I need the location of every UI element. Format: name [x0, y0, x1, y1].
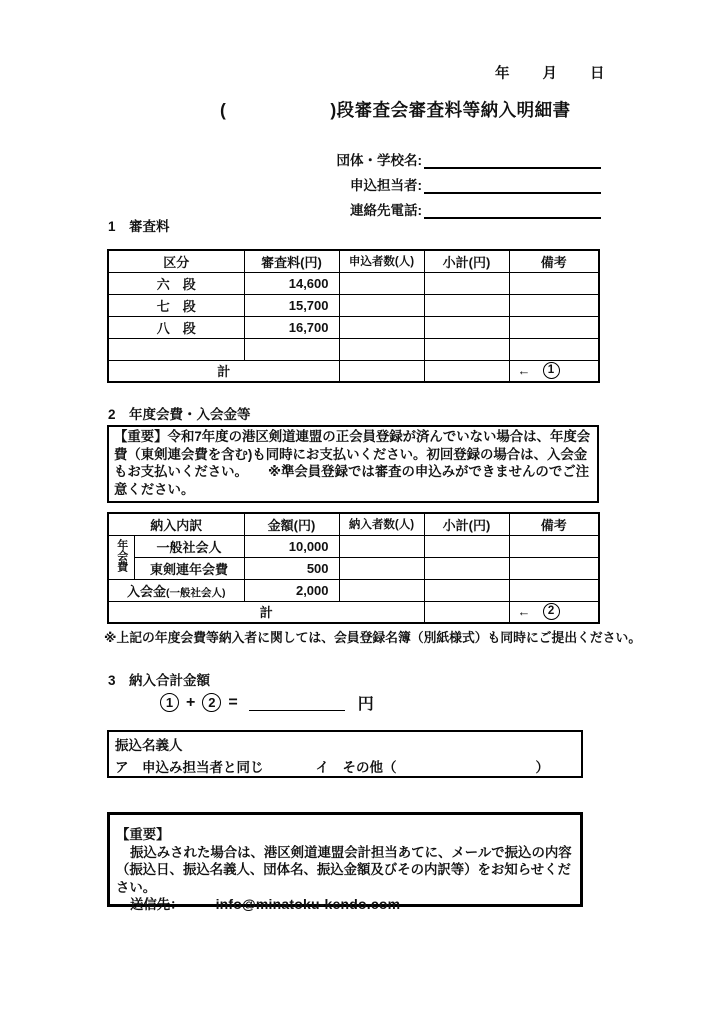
amount-cell: 500: [244, 557, 339, 579]
contact-email: info@minatoku-kendo.com: [215, 896, 401, 913]
important-line2: （振込日、振込名義人、団体名、振込金額及びその内訳等）をお知らせください。: [116, 862, 571, 895]
left-arrow-icon: ←: [517, 363, 531, 379]
amount-cell: 10,000: [244, 535, 339, 557]
membership-row-tokenren: [108, 557, 599, 579]
payers-cell: [339, 535, 424, 557]
important-notice-box: [107, 812, 583, 913]
equals-sign: =: [228, 693, 238, 711]
month-label: 月: [542, 66, 557, 82]
fee-cell: 14,600: [244, 272, 339, 294]
contact-row-organization: [310, 144, 601, 169]
remarks-cell: [509, 535, 599, 557]
total-subtotal-cell: [424, 360, 509, 382]
contact-fields: [310, 144, 601, 219]
applicants-cell: [339, 272, 424, 294]
subtotal-cell: [424, 535, 509, 557]
phone-blank-line: [424, 199, 601, 219]
applicants-cell: [339, 316, 424, 338]
membership-fee-table: [107, 512, 600, 624]
subtotal-cell: [424, 294, 509, 316]
item-cell: 東剣連年会費: [134, 557, 244, 579]
applicant-label: 申込担当者:: [350, 178, 422, 193]
payers-cell: [339, 557, 424, 579]
fee-cell: 16,700: [244, 316, 339, 338]
subtotal-cell: [424, 338, 509, 360]
yen-unit-label: 円: [357, 696, 374, 713]
day-label: 日: [590, 66, 605, 82]
remarks-cell: [509, 316, 599, 338]
organization-label: 団体・学校名:: [336, 153, 422, 168]
send-to-label: 送信先：: [130, 897, 184, 913]
subtotal-cell: [424, 272, 509, 294]
header-remarks: 備考: [509, 513, 599, 535]
total-label-cell: 計: [108, 360, 339, 382]
examination-fee-table: [107, 249, 600, 383]
title-open-paren: (: [220, 100, 227, 120]
rank-cell: 八 段: [108, 316, 244, 338]
total-label-cell: 計: [108, 601, 424, 623]
header-fee: 審査料(円): [244, 250, 339, 272]
organization-blank-line: [424, 149, 601, 169]
admission-item-label: 入会金: [127, 583, 167, 599]
section2-heading: 2 年度会費・入会金等: [108, 407, 251, 422]
circled-two-icon: 2: [543, 603, 560, 620]
total-subtotal-cell: [424, 601, 509, 623]
circled-two-icon: 2: [202, 693, 221, 712]
important-line1: 振込みされた場合は、港区剣道連盟会計担当あてに、メールで振込の内容: [130, 844, 572, 860]
header-subtotal: 小計(円): [424, 513, 509, 535]
fee-table-header-row: [108, 250, 599, 272]
fee-table-row-empty: [108, 338, 599, 360]
remarks-cell: [509, 557, 599, 579]
subtotal-cell: [424, 316, 509, 338]
admission-item-cell: [108, 579, 244, 601]
section3-heading: 3 納入合計金額: [108, 673, 211, 688]
remarks-cell: [509, 338, 599, 360]
circled-one-icon: 1: [543, 362, 560, 379]
header-subtotal: 小計(円): [424, 250, 509, 272]
fee-table-total-row: [108, 360, 599, 382]
payer-box-title: 振込名義人: [115, 738, 183, 753]
payer-options-row: [115, 756, 575, 776]
total-formula: [160, 691, 374, 714]
contact-row-phone: [310, 194, 601, 219]
header-breakdown: 納入内訳: [108, 513, 244, 535]
annual-fee-group-cell: [108, 535, 134, 579]
applicant-blank-line: [424, 174, 601, 194]
membership-row-admission: [108, 579, 599, 601]
applicants-cell: [339, 338, 424, 360]
total-applicants-cell: [339, 360, 424, 382]
fee-table-row-8dan: [108, 316, 599, 338]
fee-cell: 15,700: [244, 294, 339, 316]
plus-sign: +: [186, 693, 196, 711]
membership-footnote: ※上記の年度会費等納入者に関しては、会員登録名簿（別紙様式）も同時にご提出ください。: [104, 630, 642, 645]
membership-total-row: [108, 601, 599, 623]
admission-item-sublabel: (一般社会人): [166, 586, 226, 599]
payer-option-a: ア 申込み担当者と同じ: [115, 760, 264, 775]
membership-header-row: [108, 513, 599, 535]
header-applicants: 申込者数(人): [339, 250, 424, 272]
title-close-paren: ): [330, 100, 337, 120]
page-title: [220, 97, 571, 122]
fee-cell: [244, 338, 339, 360]
payer-option-b-close-paren: ）: [535, 760, 549, 775]
applicants-cell: [339, 294, 424, 316]
fee-table-row-7dan: [108, 294, 599, 316]
date-line: [495, 62, 605, 83]
annual-fee-vertical-label: 年会費: [115, 539, 128, 572]
total-ref-cell: [509, 360, 599, 382]
fee-table-row-6dan: [108, 272, 599, 294]
item-cell: 一般社会人: [134, 535, 244, 557]
remarks-cell: [509, 272, 599, 294]
contact-row-applicant: [310, 169, 601, 194]
rank-cell: 七 段: [108, 294, 244, 316]
header-payers: 納入者数(人): [339, 513, 424, 535]
remarks-cell: [509, 294, 599, 316]
total-ref-cell: [509, 601, 599, 623]
left-arrow-icon: ←: [517, 604, 531, 620]
amount-cell: 2,000: [244, 579, 339, 601]
rank-cell: 六 段: [108, 272, 244, 294]
total-amount-blank-line: [249, 695, 345, 711]
membership-notice-box: 【重要】令和7年度の港区剣道連盟の正会員登録が済んでいない場合は、年度会費（東剣連会費を含む)も同時にお支払いください。初回登録の場合は、入会金もお支払いください。 ※準会員登録では審査の申込みができませんのでご注意ください。: [107, 425, 599, 503]
title-text: 段審査会審査料等納入明細書: [336, 100, 571, 120]
circled-one-icon: 1: [160, 693, 179, 712]
section1-heading: 1 審査料: [108, 219, 170, 234]
header-amount: 金額(円): [244, 513, 339, 535]
rank-cell: [108, 338, 244, 360]
payer-option-b: イ その他（: [315, 760, 397, 775]
remarks-cell: [509, 579, 599, 601]
important-send-row: [130, 896, 574, 914]
phone-label: 連絡先電話:: [350, 203, 422, 218]
subtotal-cell: [424, 579, 509, 601]
header-remarks: 備考: [509, 250, 599, 272]
header-rank: 区分: [108, 250, 244, 272]
year-label: 年: [495, 66, 510, 82]
payers-cell: [339, 579, 424, 601]
important-title: 【重要】: [116, 827, 170, 842]
payer-name-box: [107, 730, 583, 778]
subtotal-cell: [424, 557, 509, 579]
membership-row-general: [108, 535, 599, 557]
